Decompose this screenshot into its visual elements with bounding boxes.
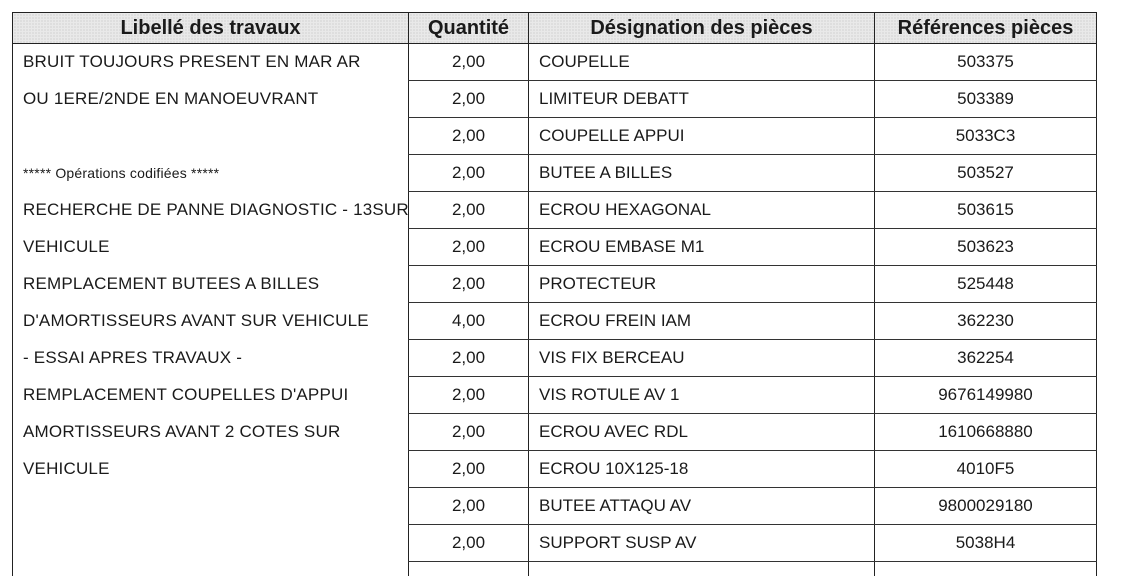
cell-quantite: 2,00 (409, 229, 529, 266)
invoice-sheet (12, 12, 1096, 572)
table-row (13, 414, 1097, 451)
cell-reference: 503389 (875, 81, 1097, 118)
header-references: Références pièces (875, 13, 1097, 44)
table-row (13, 229, 1097, 266)
cell-designation: ECROU FREIN IAM (529, 303, 875, 340)
cell-designation: PROTECTEUR (529, 266, 875, 303)
cell-libelle: D'AMORTISSEURS AVANT SUR VEHICULE (13, 303, 409, 340)
cell-libelle: REMPLACEMENT COUPELLES D'APPUI (13, 377, 409, 414)
cell-reference: 1610668880 (875, 414, 1097, 451)
cell-libelle: AMORTISSEURS AVANT 2 COTES SUR (13, 414, 409, 451)
table-row (13, 340, 1097, 377)
cell-quantite: 2,00 (409, 525, 529, 562)
cell-quantite: 2,00 (409, 451, 529, 488)
cell-reference: 503615 (875, 192, 1097, 229)
cell-reference: 9676149980 (875, 377, 1097, 414)
cell-designation: BUTEE A BILLES (529, 155, 875, 192)
cell-quantite: 2,00 (409, 377, 529, 414)
cell-quantite: 2,00 (409, 118, 529, 155)
cell-quantite-empty (409, 562, 529, 576)
table-row (13, 377, 1097, 414)
cell-quantite: 2,00 (409, 44, 529, 81)
table-row (13, 525, 1097, 562)
cell-libelle: - ESSAI APRES TRAVAUX - (13, 340, 409, 377)
cell-libelle (13, 118, 409, 155)
cell-quantite: 2,00 (409, 81, 529, 118)
cell-reference: 9800029180 (875, 488, 1097, 525)
cell-reference: 503375 (875, 44, 1097, 81)
cell-quantite: 2,00 (409, 340, 529, 377)
cell-quantite: 2,00 (409, 155, 529, 192)
cell-designation: BUTEE ATTAQU AV (529, 488, 875, 525)
cell-quantite: 4,00 (409, 303, 529, 340)
cell-libelle (13, 525, 409, 562)
cell-designation: LIMITEUR DEBATT (529, 81, 875, 118)
cell-designation: ECROU 10X125-18 (529, 451, 875, 488)
cell-designation: VIS ROTULE AV 1 (529, 377, 875, 414)
table-row (13, 451, 1097, 488)
cell-quantite: 2,00 (409, 414, 529, 451)
cell-reference: 362230 (875, 303, 1097, 340)
cell-reference: 525448 (875, 266, 1097, 303)
cell-libelle: VEHICULE (13, 229, 409, 266)
table-row (13, 155, 1097, 192)
cell-designation: ECROU HEXAGONAL (529, 192, 875, 229)
cell-libelle: ***** Opérations codifiées ***** (13, 155, 409, 192)
cell-designation-empty (529, 562, 875, 576)
cell-reference: 5038H4 (875, 525, 1097, 562)
cell-libelle: BRUIT TOUJOURS PRESENT EN MAR AR (13, 44, 409, 81)
table-row (13, 303, 1097, 340)
table-header (13, 13, 1097, 44)
cell-reference: 362254 (875, 340, 1097, 377)
cell-designation: COUPELLE APPUI (529, 118, 875, 155)
header-quantite: Quantité (409, 13, 529, 44)
cell-libelle (13, 488, 409, 525)
cell-designation: ECROU AVEC RDL (529, 414, 875, 451)
cell-reference: 503623 (875, 229, 1097, 266)
table-row-partial (13, 562, 1097, 576)
header-designation: Désignation des pièces (529, 13, 875, 44)
table-row (13, 488, 1097, 525)
table-row (13, 266, 1097, 303)
cell-quantite: 2,00 (409, 488, 529, 525)
table-row (13, 118, 1097, 155)
table-row (13, 192, 1097, 229)
cell-quantite: 2,00 (409, 266, 529, 303)
table-row (13, 44, 1097, 81)
cell-designation: COUPELLE (529, 44, 875, 81)
cell-designation: ECROU EMBASE M1 (529, 229, 875, 266)
cell-designation: VIS FIX BERCEAU (529, 340, 875, 377)
table-body (13, 44, 1097, 576)
cell-reference-empty (875, 562, 1097, 576)
cell-libelle: RECHERCHE DE PANNE DIAGNOSTIC - 13SUR (13, 192, 409, 229)
cell-quantite: 2,00 (409, 192, 529, 229)
cell-reference: 5033C3 (875, 118, 1097, 155)
cell-libelle-empty (13, 562, 409, 576)
header-row (13, 13, 1097, 44)
table-row (13, 81, 1097, 118)
cell-designation: SUPPORT SUSP AV (529, 525, 875, 562)
cell-reference: 4010F5 (875, 451, 1097, 488)
cell-libelle: OU 1ERE/2NDE EN MANOEUVRANT (13, 81, 409, 118)
cell-libelle: VEHICULE (13, 451, 409, 488)
cell-libelle: REMPLACEMENT BUTEES A BILLES (13, 266, 409, 303)
cell-reference: 503527 (875, 155, 1097, 192)
header-libelle: Libellé des travaux (13, 13, 409, 44)
parts-table (12, 12, 1097, 576)
